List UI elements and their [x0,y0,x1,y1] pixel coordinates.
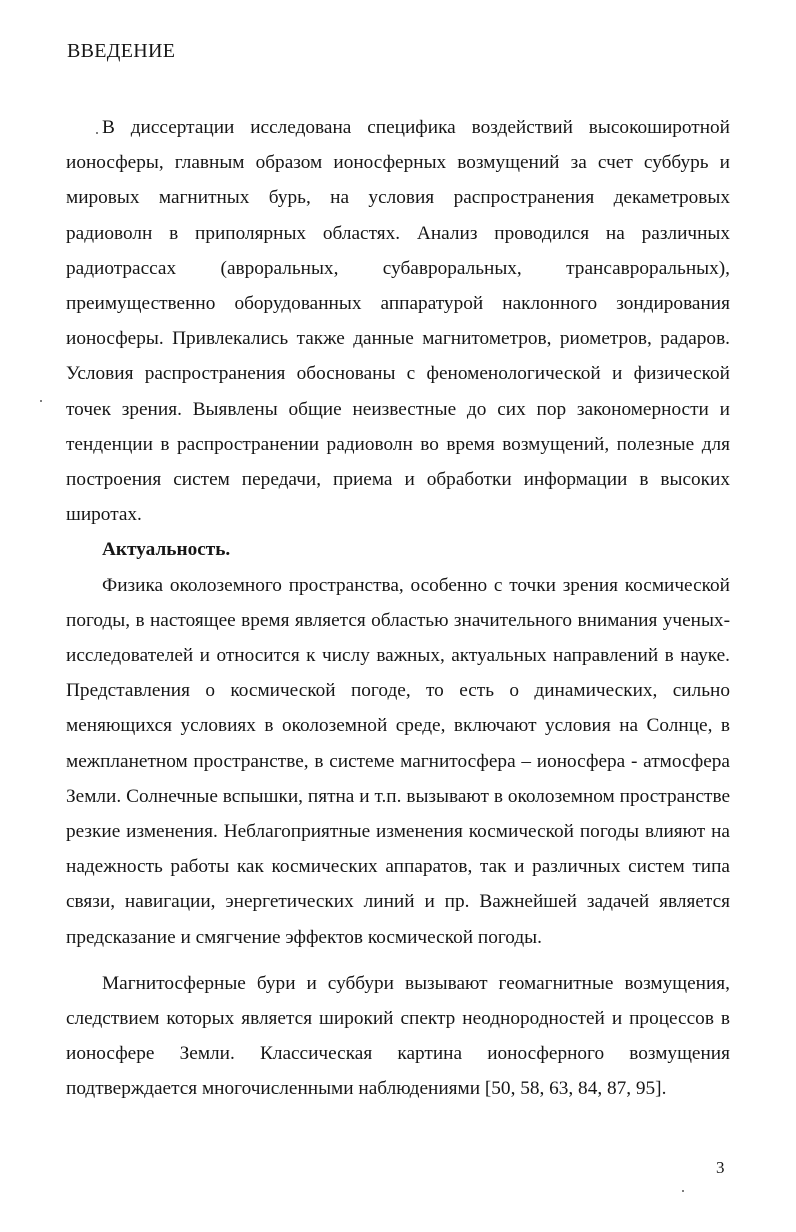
scan-speck [96,132,98,134]
magnetosphere-paragraph: Магнитосферные бури и суббури вызывают геомагнитные возмущения, следствием которых является широкий спектр неоднородностей и процессов в ионосфере Земли. Классическая картина ионосферного возмущения подтверждается многочисленными наблюдениями [50, 58, 63, 84, 87, 95]. [66,972,730,1100]
scan-speck [682,1190,684,1192]
relevance-heading: Актуальность. [102,539,231,561]
body-text [66,110,730,1107]
scan-speck [40,400,42,402]
intro-paragraph: В диссертации исследована специфика воздействий высокоширотной ионосферы, главным образом ионосферных возмущений за счет суббурь и мировых магнитных бурь, на условия распространения декаметровых радиоволн в приполярных областях. Анализ проводился на различных радиотрассах (авроральных, субавроральных, трансавроральных), преимущественно оборудованных аппаратурой наклонного зондирования ионосферы. Привлекались также данные магнитометров, риометров, радаров. Условия распространения обоснованы с феноменологической и физической точек зрения. Выявлены общие неизвестные до сих пор закономерности и тенденции в распространении радиоволн во время возмущений, полезные для построения систем передачи, приема и обработки информации в высоких широтах. [66,117,730,526]
relevance-paragraph: Физика околоземного пространства, особенно с точки зрения космической погоды, в настоящее время является областью значительного внимания ученых-исследователей и относится к числу важных, актуальных направлений в науке. Представления о космической погоде, то есть о динамических, сильно меняющихся условиях в околоземной среде, включают условия на Солнце, в межпланетном пространстве, в системе магнитосфера – ионосфера - атмосфера Земли. Солнечные вспышки, пятна и т.п. вызывают в околоземном пространстве резкие изменения. Неблагоприятные изменения космической погоды влияют на надежность работы как космических аппаратов, так и различных систем типа связи, навигации, энергетических линий и пр. Важнейшей задачей является предсказание и смягчение эффектов космической погоды. [66,574,730,948]
page-number: 3 [716,1158,725,1177]
section-heading: ВВЕДЕНИЕ [67,40,176,62]
